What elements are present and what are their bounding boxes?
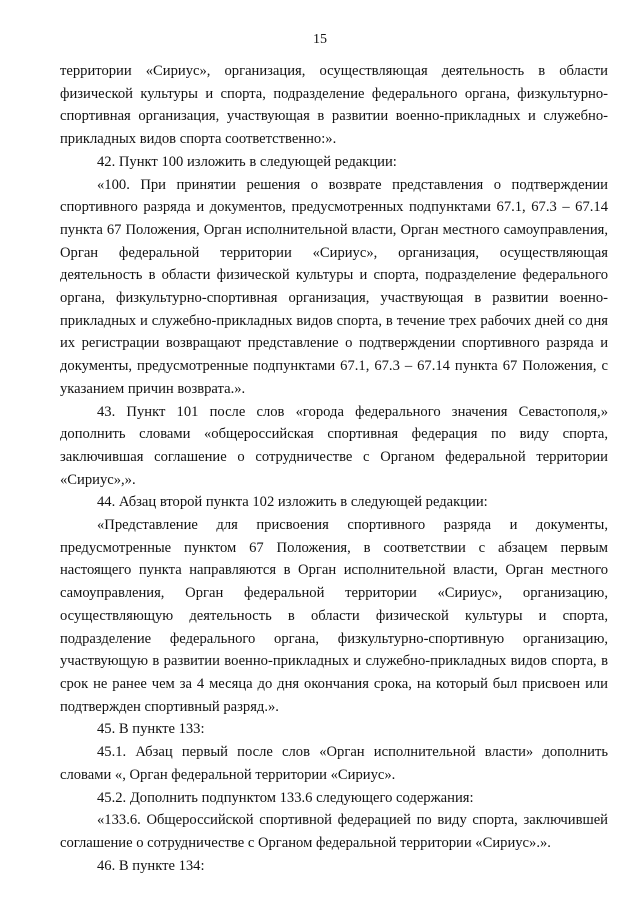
paragraph-item-45-2: 45.2. Дополнить подпунктом 133.6 следующего содержания: xyxy=(97,789,474,806)
paragraph-quote-100: «100. При принятии решения о возврате представления о подтверждении спортивного разряда и документов, предусмотренных подпунктами 67.1, 67.3 – 67.14 пункта 67 Положения, Орган исполнительной власти, Орган местного самоуправления, Орган федеральной территории «Сириус», организация, осуществляющая деятельность в области физической культуры и спорта, подразделение федерального органа, физкультурно-спортивная организация, участвующая в развитии военно-прикладных и служебно-прикладных видов спорта, в течение трех рабочих дней со дня их регистрации возвращают представление о подтверждении спортивного разряда и документы, предусмотренные подпунктами 67.1, 67.3 – 67.14 пункта 67 Положения, с указанием причин возврата.». xyxy=(60,176,608,397)
paragraph-quote-102: «Представление для присвоения спортивного разряда и документы, предусмотренные пунктом 67 Положения, в соответствии с абзацем первым настоящего пункта направляются в Орган исполнительной власти, Орган местного самоуправления, Орган федеральной территории «Сириус», организацию, осуществляющую деятельность в области физической культуры и спорта, подразделение федерального органа, физкультурно-спортивную организацию, участвующую в развитии военно-прикладных и служебно-прикладных видов спорта, в срок не ранее чем за 4 месяца до дня окончания срока, на который был присвоен или подтвержден спортивный разряд.». xyxy=(60,517,608,715)
paragraph-item-42: 42. Пункт 100 изложить в следующей редакции: xyxy=(97,153,397,170)
paragraph-item-43: 43. Пункт 101 после слов «города федерального значения Севастополя,» дополнить словами «общероссийская спортивная федерация по виду спорта, заключившая соглашение о сотрудничестве с Органом федеральной территории «Сириус»,». xyxy=(60,403,608,488)
paragraph-item-45-1: 45.1. Абзац первый после слов «Орган исполнительной власти» дополнить словами «, Орган федеральной территории «Сириус». xyxy=(60,744,608,783)
paragraph-item-46: 46. В пункте 134: xyxy=(97,857,205,874)
paragraph-quote-133-6: «133.6. Общероссийской спортивной федерацией по виду спорта, заключившей соглашение о сотрудничестве с Органом федеральной территории «Сириус».». xyxy=(60,812,608,851)
document-body xyxy=(60,60,608,877)
paragraph-item-44: 44. Абзац второй пункта 102 изложить в следующей редакции: xyxy=(97,494,488,511)
page-number: 15 xyxy=(313,32,327,47)
paragraph-item-45: 45. В пункте 133: xyxy=(97,721,205,738)
paragraph-continuation: территории «Сириус», организация, осуществляющая деятельность в области физической культуры и спорта, подразделение федерального органа, физкультурно-спортивная организация, участвующая в развитии военно-прикладных и служебно-прикладных видов спорта соответственно:». xyxy=(60,63,608,148)
